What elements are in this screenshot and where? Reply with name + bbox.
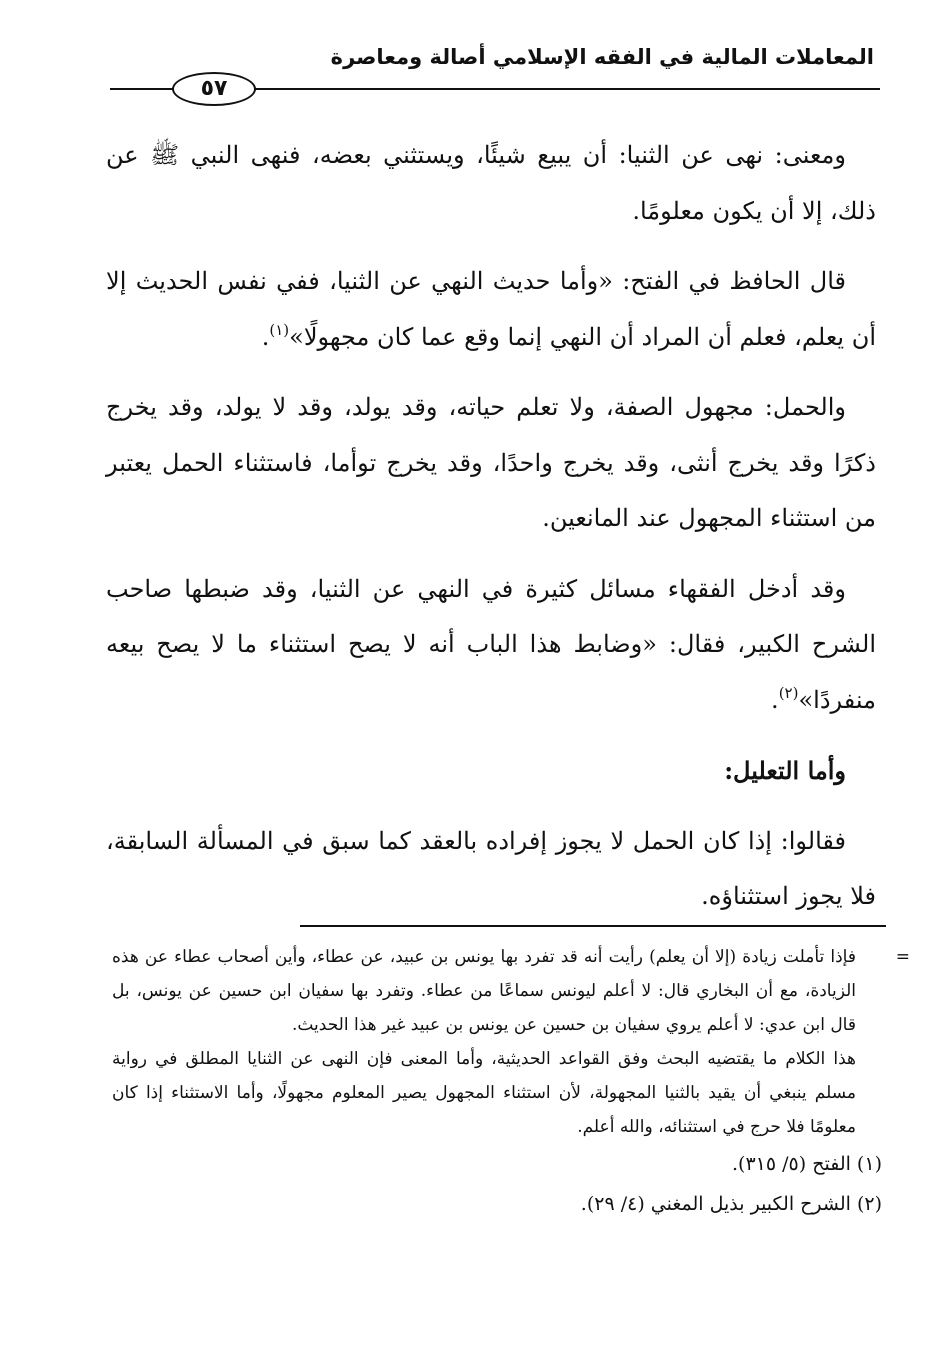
footnote-continuation-1	[112, 940, 910, 1042]
paragraph-4	[106, 562, 876, 729]
main-text	[106, 128, 876, 940]
paragraph-2-text: قال الحافظ في الفتح: «وأما حديث النهي عن الثنيا، ففي نفس الحديث إلا أن يعلم، فعلم أن المراد أن النهي إنما وقع عما كان مجهولًا»	[106, 267, 876, 351]
page-number: ٥٧	[172, 72, 256, 106]
section-heading: وأما التعليل:	[724, 756, 846, 785]
paragraph-5: فقالوا: إذا كان الحمل لا يجوز إفراده بالعقد كما سبق في المسألة السابقة، فلا يجوز استثناؤه.	[106, 826, 876, 910]
paragraph-3: والحمل: مجهول الصفة، ولا تعلم حياته، وقد يولد، وقد لا يولد، وقد يخرج ذكرًا وقد يخرج أنثى، وقد يخرج واحدًا، وقد يخرج توأما، فاستثناء الحمل يعتبر من استثناء المجهول عند المانعين.	[106, 393, 876, 532]
footnote-continuation-1-text: فإذا تأملت زيادة (إلا أن يعلم) رأيت أنه قد تفرد بها يونس بن عبيد، عن عطاء، وأين أصحاب عطاء عن هذه الزيادة، مع أن البخاري قال: لا أعلم ليونس سماعًا من عطاء. وتفرد بها سفيان ابن حسين عن يونس، بل قال ابن عدي: لا أعلم يروي سفيان بن حسين عن يونس بن عبيد غير هذا الحديث.	[112, 947, 856, 1035]
paragraph-4-end: .	[771, 685, 779, 714]
paragraph-2	[106, 254, 876, 365]
footnotes	[112, 940, 910, 1224]
footnote-ref-2: (٢)	[778, 683, 799, 702]
continuation-marker: =	[895, 947, 910, 967]
running-title: المعاملات المالية في الفقه الإسلامي أصالة ومعاصرة	[330, 45, 874, 69]
paragraph-4-text: وقد أدخل الفقهاء مسائل كثيرة في النهي عن الثنيا، وقد ضبطها صاحب الشرح الكبير، فقال: «وضابط هذا الباب أنه لا يصح استثناء ما لا يصح بيعه منفردًا»	[106, 574, 876, 714]
paragraph-1: ومعنى: نهى عن الثنيا: أن يبيع شيئًا، ويستثني بعضه، فنهى النبي ﷺ عن ذلك، إلا أن يكون معلومًا.	[106, 141, 876, 225]
footnote-1: (١) الفتح (٥/ ٣١٥).	[732, 1153, 882, 1175]
footnote-2: (٢) الشرح الكبير بذيل المغني (٤/ ٢٩).	[580, 1193, 882, 1215]
footnote-continuation-2: هذا الكلام ما يقتضيه البحث وفق القواعد الحديثية، وأما المعنى فإن النهى عن الثنايا المطلق في رواية مسلم ينبغي أن يقيد بالثنيا المجهولة، لأن استثناء المجهول يصير المعلوم مجهولًا، وأما الاستثناء إذا كان معلومًا فلا حرج في استثنائه، والله أعلم.	[112, 1049, 856, 1137]
footnote-separator	[300, 925, 886, 927]
paragraph-2-end: .	[261, 322, 270, 351]
footnote-ref-1: (١)	[269, 320, 290, 339]
